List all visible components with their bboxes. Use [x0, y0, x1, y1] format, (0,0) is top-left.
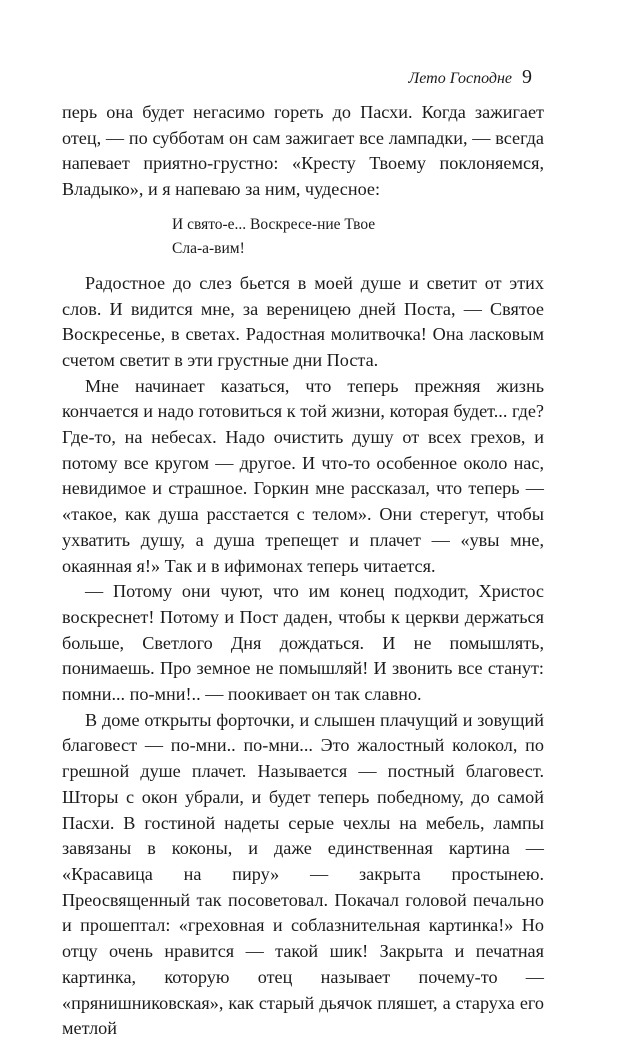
paragraph-5: В доме открыты форточки, и слышен плачущий и зовущий благовест — по-мни.. по-мни... Это жалостный колокол, по грешной душе плачет. Называется — постный благовест. Шторы с окон убрали, и будет теперь победному, до самой Пасхи. В гостиной надеты серые чехлы на мебель, лампы завязаны в коконы, и даже единственная картина — «Красавица на пиру» — закрыта простынею. Преосвященный так посоветовал. Покачал головой печально и прошептал: «греховная и соблазнительная картинка!» Но отцу очень нравится — такой шик! Закрыта и печатная картинка, которую отец называет почему-то — «прянишниковская», как старый дьячок пляшет, а старуха его метлой [62, 709, 544, 1039]
verse-line-1: И свято-е... Воскресе-ние Твое [172, 215, 376, 233]
body-text [62, 100, 544, 1042]
verse-quote [172, 213, 544, 261]
paragraph-4: — Потому они чуют, что им конец подходит, Христос воскреснет! Потому и Пост даден, чтобы к церкви держаться больше, Светлого Дня дождаться. И не помышлять, понимаешь. Про земное не помышляй! И звонить все станут: помни... по-мни!.. — поокивает он так славно. [62, 581, 544, 705]
paragraph-2: Радостное до слез бьется в моей душе и светит от этих слов. И видится мне, за вереницею дней Поста, — Святое Воскресенье, в светах. Радостная молитвочка! Она ласковым счетом светит в эти грустные дни Поста. [62, 272, 544, 370]
running-header [408, 66, 532, 89]
page-number: 9 [522, 66, 532, 88]
paragraph-3: Мне начинает казаться, что теперь прежняя жизнь кончается и надо готовиться к той жизни, которая будет... где? Где-то, на небесах. Надо очистить душу от всех грехов, и потому все кругом — другое. И что-то особенное около нас, невидимое и страшное. Горкин мне рассказал, что теперь — «такое, как душа расстается с телом». Они стерегут, чтобы ухватить душу, а душа трепещет и плачет — «увы мне, окаянная я!» Так и в ифимонах теперь читается. [62, 375, 544, 576]
book-title: Лето Господне [408, 70, 512, 87]
verse-line-2: Сла-а-вим! [172, 239, 245, 257]
paragraph-1: перь она будет негасимо гореть до Пасхи. Когда зажигает отец, — по субботам он сам зажигает все лампадки, — всегда напевает приятно-грустно: «Кресту Твоему поклоняемся, Владыко», и я напеваю за ним, чудесное: [62, 102, 544, 200]
